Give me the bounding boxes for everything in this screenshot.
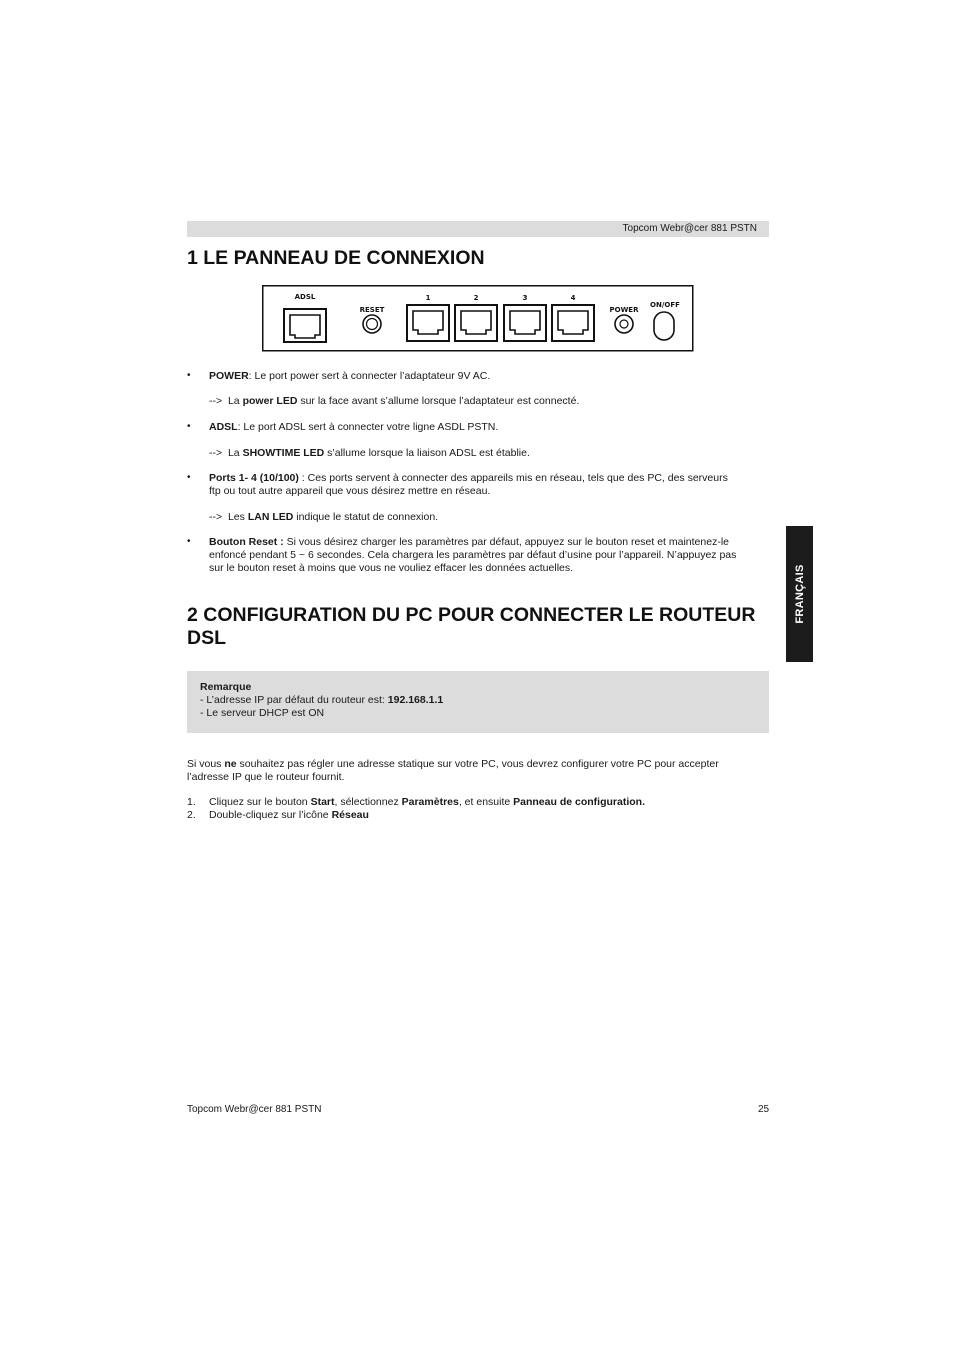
language-tab-label: FRANÇAIS [793,564,806,624]
step-number: 2. [187,809,196,821]
bullet-text-line3: sur le bouton reset à moins que vous ne vouliez effacer les données actuelles. [209,562,574,574]
step-term: Start [310,796,335,808]
step-2 [209,809,369,822]
remark-title: Remarque [200,681,252,693]
footer-title: Topcom Webr@cer 881 PSTN [187,1104,322,1115]
note-arrow: --> [209,447,223,459]
note-post: indique le statut de connexion. [293,511,439,523]
intro-bold: ne [224,758,237,770]
note-term: power LED [242,395,298,407]
note-pre: La [227,395,243,407]
bullet-term: POWER [209,370,249,382]
note-showtime-led [209,447,530,460]
section-1-title: 1 LE PANNEAU DE CONNEXION [187,247,485,269]
note-power-led [209,395,579,408]
reset-label: RESET [359,306,385,314]
port-3-label: 3 [522,294,528,302]
bullet-dot: • [187,536,191,547]
remark-line1-text: - L’adresse IP par défaut du routeur est: [200,694,388,706]
intro-paragraph [187,758,777,784]
header-text: Topcom Webr@cer 881 PSTN [622,223,757,234]
remark-line2: - Le serveur DHCP est ON [200,707,325,719]
intro-line2: l’adresse IP que le routeur fournit. [187,771,345,783]
remark-ip-address: 192.168.1.1 [387,694,444,706]
bullet-text: : Ces ports servent à connecter des appareils mis en réseau, tels que des PC, des serveurs [298,472,728,484]
bullet-dot: • [187,421,191,432]
bullet-power [209,370,490,383]
bullet-dot: • [187,472,191,483]
bullet-text: : Le port power sert à connecter l’adaptateur 9V AC. [248,370,491,382]
bullet-text-line2: enfoncé pendant 5 ~ 6 secondes. Cela chargera les paramètres par défaut d’usine pour l’appareil. N’appuyez pas [209,549,737,561]
note-pre: Les [227,511,248,523]
port-4-label: 4 [570,294,576,302]
step-number: 1. [187,796,196,808]
note-lan-led [209,511,438,524]
intro-post: souhaitez pas régler une adresse statique sur votre PC, vous devrez configurer votre PC pour accepter [236,758,719,770]
note-pre: La [227,447,243,459]
bullet-text-line2: ftp ou tout autre appareil que vous désirez mettre en réseau. [209,485,491,497]
language-tab [786,526,813,662]
adsl-label: ADSL [294,293,316,301]
power-label: POWER [609,306,639,314]
bullet-ports [209,472,779,498]
step-1 [209,796,645,809]
remark-box [187,671,769,733]
page-number: 25 [758,1104,770,1115]
running-header [187,221,769,237]
note-post: s’allume lorsque la liaison ADSL est établie. [324,447,530,459]
connection-panel-diagram [262,285,694,353]
bullet-adsl [209,421,498,434]
note-term: LAN LED [247,511,294,523]
bullet-text: : Le port ADSL sert à connecter votre ligne ASDL PSTN. [237,421,499,433]
onoff-label: ON/OFF [650,301,680,309]
port-2-label: 2 [473,294,479,302]
step-term: Réseau [331,809,369,821]
note-arrow: --> [209,511,223,523]
bullet-term: ADSL [209,421,238,433]
remark-line1 [200,694,443,706]
step-text: , sélectionnez [334,796,402,808]
bullet-text: Si vous désirez charger les paramètres par défaut, appuyez sur le bouton reset et maintenez-le [283,536,729,548]
step-text: Double-cliquez sur l’icône [209,809,332,821]
bullet-dot: • [187,370,191,381]
section-2-title: 2 CONFIGURATION DU PC POUR CONNECTER LE ROUTEUR DSL [187,604,756,649]
step-term: Paramètres [401,796,459,808]
bullet-term: Ports 1- 4 (10/100) [209,472,299,484]
intro-pre: Si vous [187,758,225,770]
note-arrow: --> [209,395,223,407]
step-text: , et ensuite [458,796,514,808]
bullet-reset [209,536,779,575]
note-term: SHOWTIME LED [242,447,325,459]
step-term: Panneau de configuration. [513,796,645,808]
note-post: sur la face avant s’allume lorsque l’adaptateur est connecté. [297,395,580,407]
bullet-term: Bouton Reset : [209,536,284,548]
step-text: Cliquez sur le bouton [209,796,311,808]
port-1-label: 1 [425,294,431,302]
